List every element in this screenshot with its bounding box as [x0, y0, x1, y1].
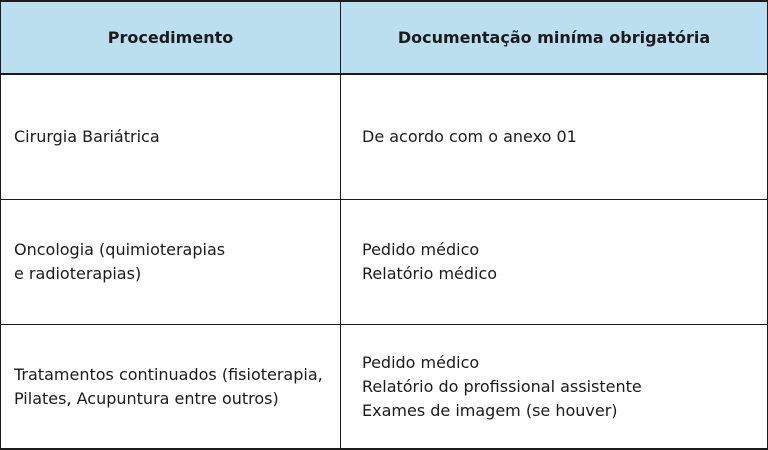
documentation-line: Exames de imagem (se houver) — [362, 400, 618, 420]
procedure-header-text: Procedimento — [107, 28, 234, 47]
documentation-column-header — [341, 2, 768, 73]
procedure-line: Oncologia (quimioterapias — [14, 240, 226, 259]
table-header-row — [0, 0, 768, 75]
documentation-cell — [341, 325, 768, 448]
procedure-line: Pilates, Acupuntura entre outros) — [14, 388, 279, 408]
table-row — [0, 75, 768, 200]
procedure-cell — [0, 200, 341, 324]
procedure-column-header — [0, 2, 341, 73]
documentation-line: Relatório do profissional assistente — [362, 376, 642, 396]
procedure-line: Tratamentos continuados (fisioterapia, — [14, 364, 323, 384]
procedure-text — [14, 238, 225, 286]
documentation-line: Relatório médico — [362, 264, 498, 283]
procedure-cell — [0, 75, 341, 199]
procedure-line: e radioterapias) — [14, 264, 142, 283]
documentation-line: De acordo com o anexo 01 — [362, 127, 577, 146]
documentation-text — [362, 351, 642, 423]
documentation-line: Pedido médico — [362, 240, 480, 259]
procedure-text — [14, 125, 160, 149]
table-row — [0, 325, 768, 450]
documentation-text — [362, 125, 577, 149]
documentation-cell — [341, 75, 768, 199]
documentation-cell — [341, 200, 768, 324]
documentation-text — [362, 238, 497, 286]
procedure-cell — [0, 325, 341, 448]
table-row — [0, 200, 768, 325]
documentation-line: Pedido médico — [362, 352, 480, 372]
procedure-text — [14, 363, 323, 411]
documentation-header-text: Documentação miníma obrigatória — [397, 28, 711, 47]
procedure-line: Cirurgia Bariátrica — [14, 127, 160, 146]
